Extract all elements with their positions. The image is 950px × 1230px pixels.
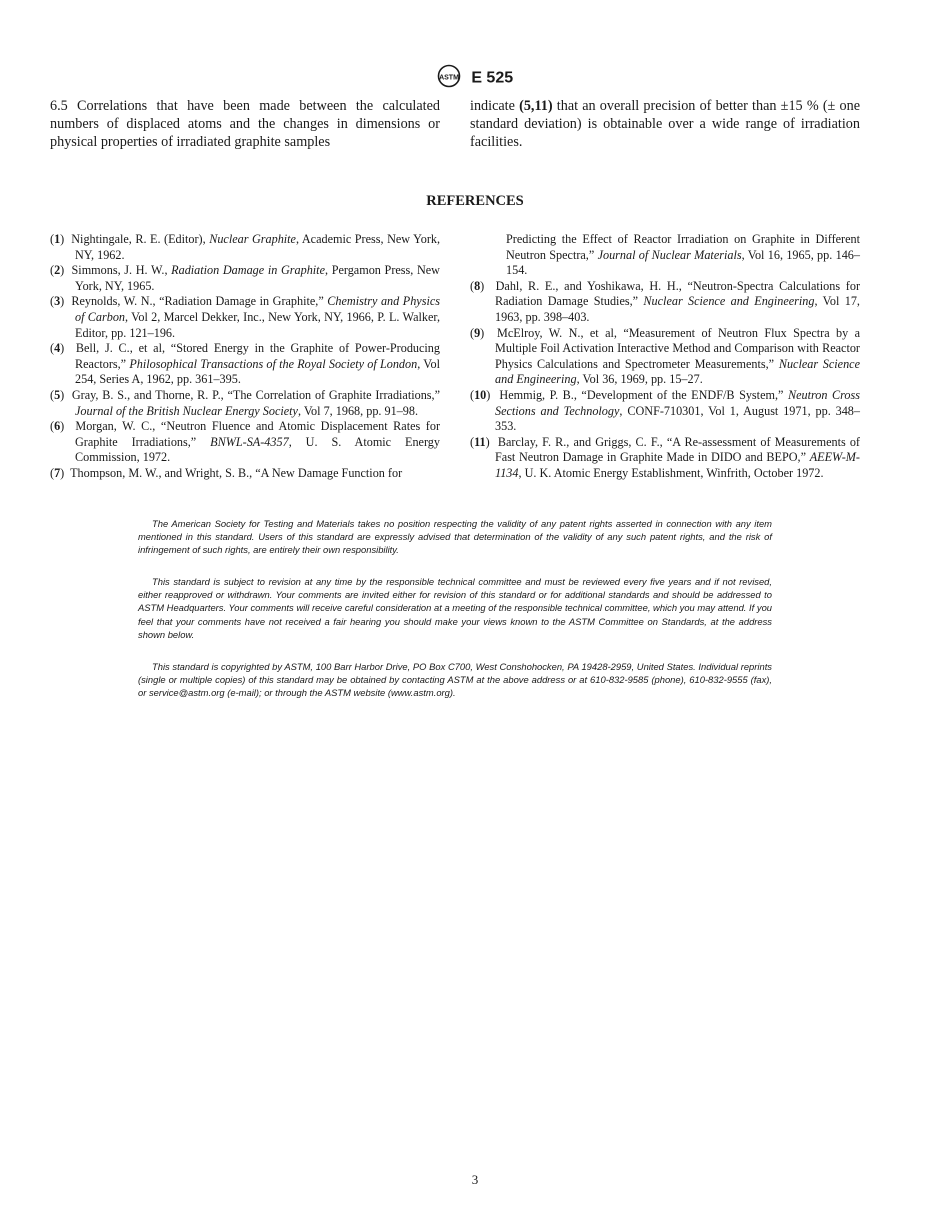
references-title: REFERENCES: [426, 193, 524, 209]
reference-item: (3) Reynolds, W. N., “Radiation Damage in Graphite,” Chemistry and Physics of Carbon, Vol 2, Marcel Dekker, Inc., New York, NY, 1966, P. L. Walker, Editor, pp. 121–196.: [50, 294, 440, 340]
page-header: [0, 64, 950, 93]
section-6-5: [50, 97, 860, 151]
section-6-5-right: [470, 97, 860, 151]
reference-item: (11) Barclay, F. R., and Griggs, C. F., “A Re-assessment of Measurements of Fast Neutron Damage in Graphite Made in DIDO and BEPO,” AEEW-M-1134, U. K. Atomic Energy Establishment, Winfrith, October 1972.: [470, 434, 860, 480]
references-list: [50, 232, 860, 482]
revision-notice: This standard is subject to revision at any time by the responsible technical committee and must be reviewed every five years and if not revised, either reapproved or withdrawn. Your comments are invited either for revision of this standard or for additional standards and should be addressed to ASTM Headquarters. Your comments will receive careful consideration at a meeting of the responsible technical committee, which you may attend. If you feel that your comments have not received a fair hearing you should make your views known to the ASTM Committee on Standards, at the address shown below.: [138, 576, 772, 640]
page-number: 3: [471, 1172, 479, 1187]
references-right-column: [470, 232, 860, 482]
section-6-5-text: indicate: [470, 98, 520, 114]
reference-item: (8) Dahl, R. E., and Yoshikawa, H. H., “Neutron-Spectra Calculations for Radiation Damage Studies,” Nuclear Science and Engineering, Vol 17, 1963, pp. 398–403.: [470, 278, 860, 324]
reference-item: (9) McElroy, W. N., et al, “Measurement of Neutron Flux Spectra by a Multiple Foil Activation Interactive Method and Comparison with Reactor Physics Calculations and Spectrometer Measurements,” Nuclear Science and Engineering, Vol 36, 1969, pp. 15–27.: [470, 325, 861, 387]
references-left-column: [50, 232, 440, 482]
reference-item: (5) Gray, B. S., and Thorne, R. P., “The Correlation of Graphite Irradiations,” Journal of the British Nuclear Energy Society, Vol 7, 1968, pp. 91–98.: [50, 387, 441, 418]
reference-item: (10) Hemmig, P. B., “Development of the ENDF/B System,” Neutron Cross Sections and Technology, CONF-710301, Vol 1, August 1971, pp. 348–353.: [470, 387, 861, 434]
reference-citation: (5,11): [519, 98, 553, 114]
reference-item: (6) Morgan, W. C., “Neutron Fluence and Atomic Displacement Rates for Graphite Irradiations,” BNWL-SA-4357, U. S. Atomic Energy Commission, 1972.: [50, 419, 441, 465]
reference-item: (2) Simmons, J. H. W., Radiation Damage in Graphite, Pergamon Press, New York, NY, 1965.: [50, 263, 440, 293]
reference-item: (1) Nightingale, R. E. (Editor), Nuclear Graphite, Academic Press, New York, NY, 1962.: [50, 232, 441, 262]
reference-item-continued: Predicting the Effect of Reactor Irradiation on Graphite in Different Neutron Spectra,” Journal of Nuclear Materials, Vol 16, 1965, pp. 146–154.: [506, 232, 860, 278]
copyright-notice: This standard is copyrighted by ASTM, 100 Barr Harbor Drive, PO Box C700, West Conshohocken, PA 19428-2959, United States. Individual reprints (single or multiple copies) of this standard may be obtained by contacting ASTM at the above address or at 610-832-9585 (phone), 610-832-9555 (fax), or service@astm.org (e-mail); or through the ASTM website (www.astm.org).: [138, 661, 772, 699]
section-6-5-left: 6.5 Correlations that have been made between the calculated numbers of displaced atoms and the changes in dimensions or physical properties of irradiated graphite samples: [50, 98, 440, 150]
reference-item: (4) Bell, J. C., et al, “Stored Energy in the Graphite of Power-Producing Reactors,” Philosophical Transactions of the Royal Society of London, Vol 254, Series A, 1962, pp. 361–395.: [50, 341, 440, 387]
reference-item: (7) Thompson, M. W., and Wright, S. B., “A New Damage Function for: [50, 465, 403, 480]
patent-notice: The American Society for Testing and Materials takes no position respecting the validity of any patent rights asserted in connection with any item mentioned in this standard. Users of this standard are expressly advised that determination of the validity of any such patent rights, and the risk of infringement of such rights, are entirely their own responsibility.: [138, 518, 772, 556]
svg-text:ASTM: ASTM: [438, 74, 459, 82]
standard-designation: E 525: [471, 69, 514, 87]
astm-logo-icon: [437, 64, 461, 93]
section-6-5-text: that an overall precision of better than ±15 % (± one standard deviation) is obtainable over a wide range of irradiation facilities.: [470, 98, 861, 150]
